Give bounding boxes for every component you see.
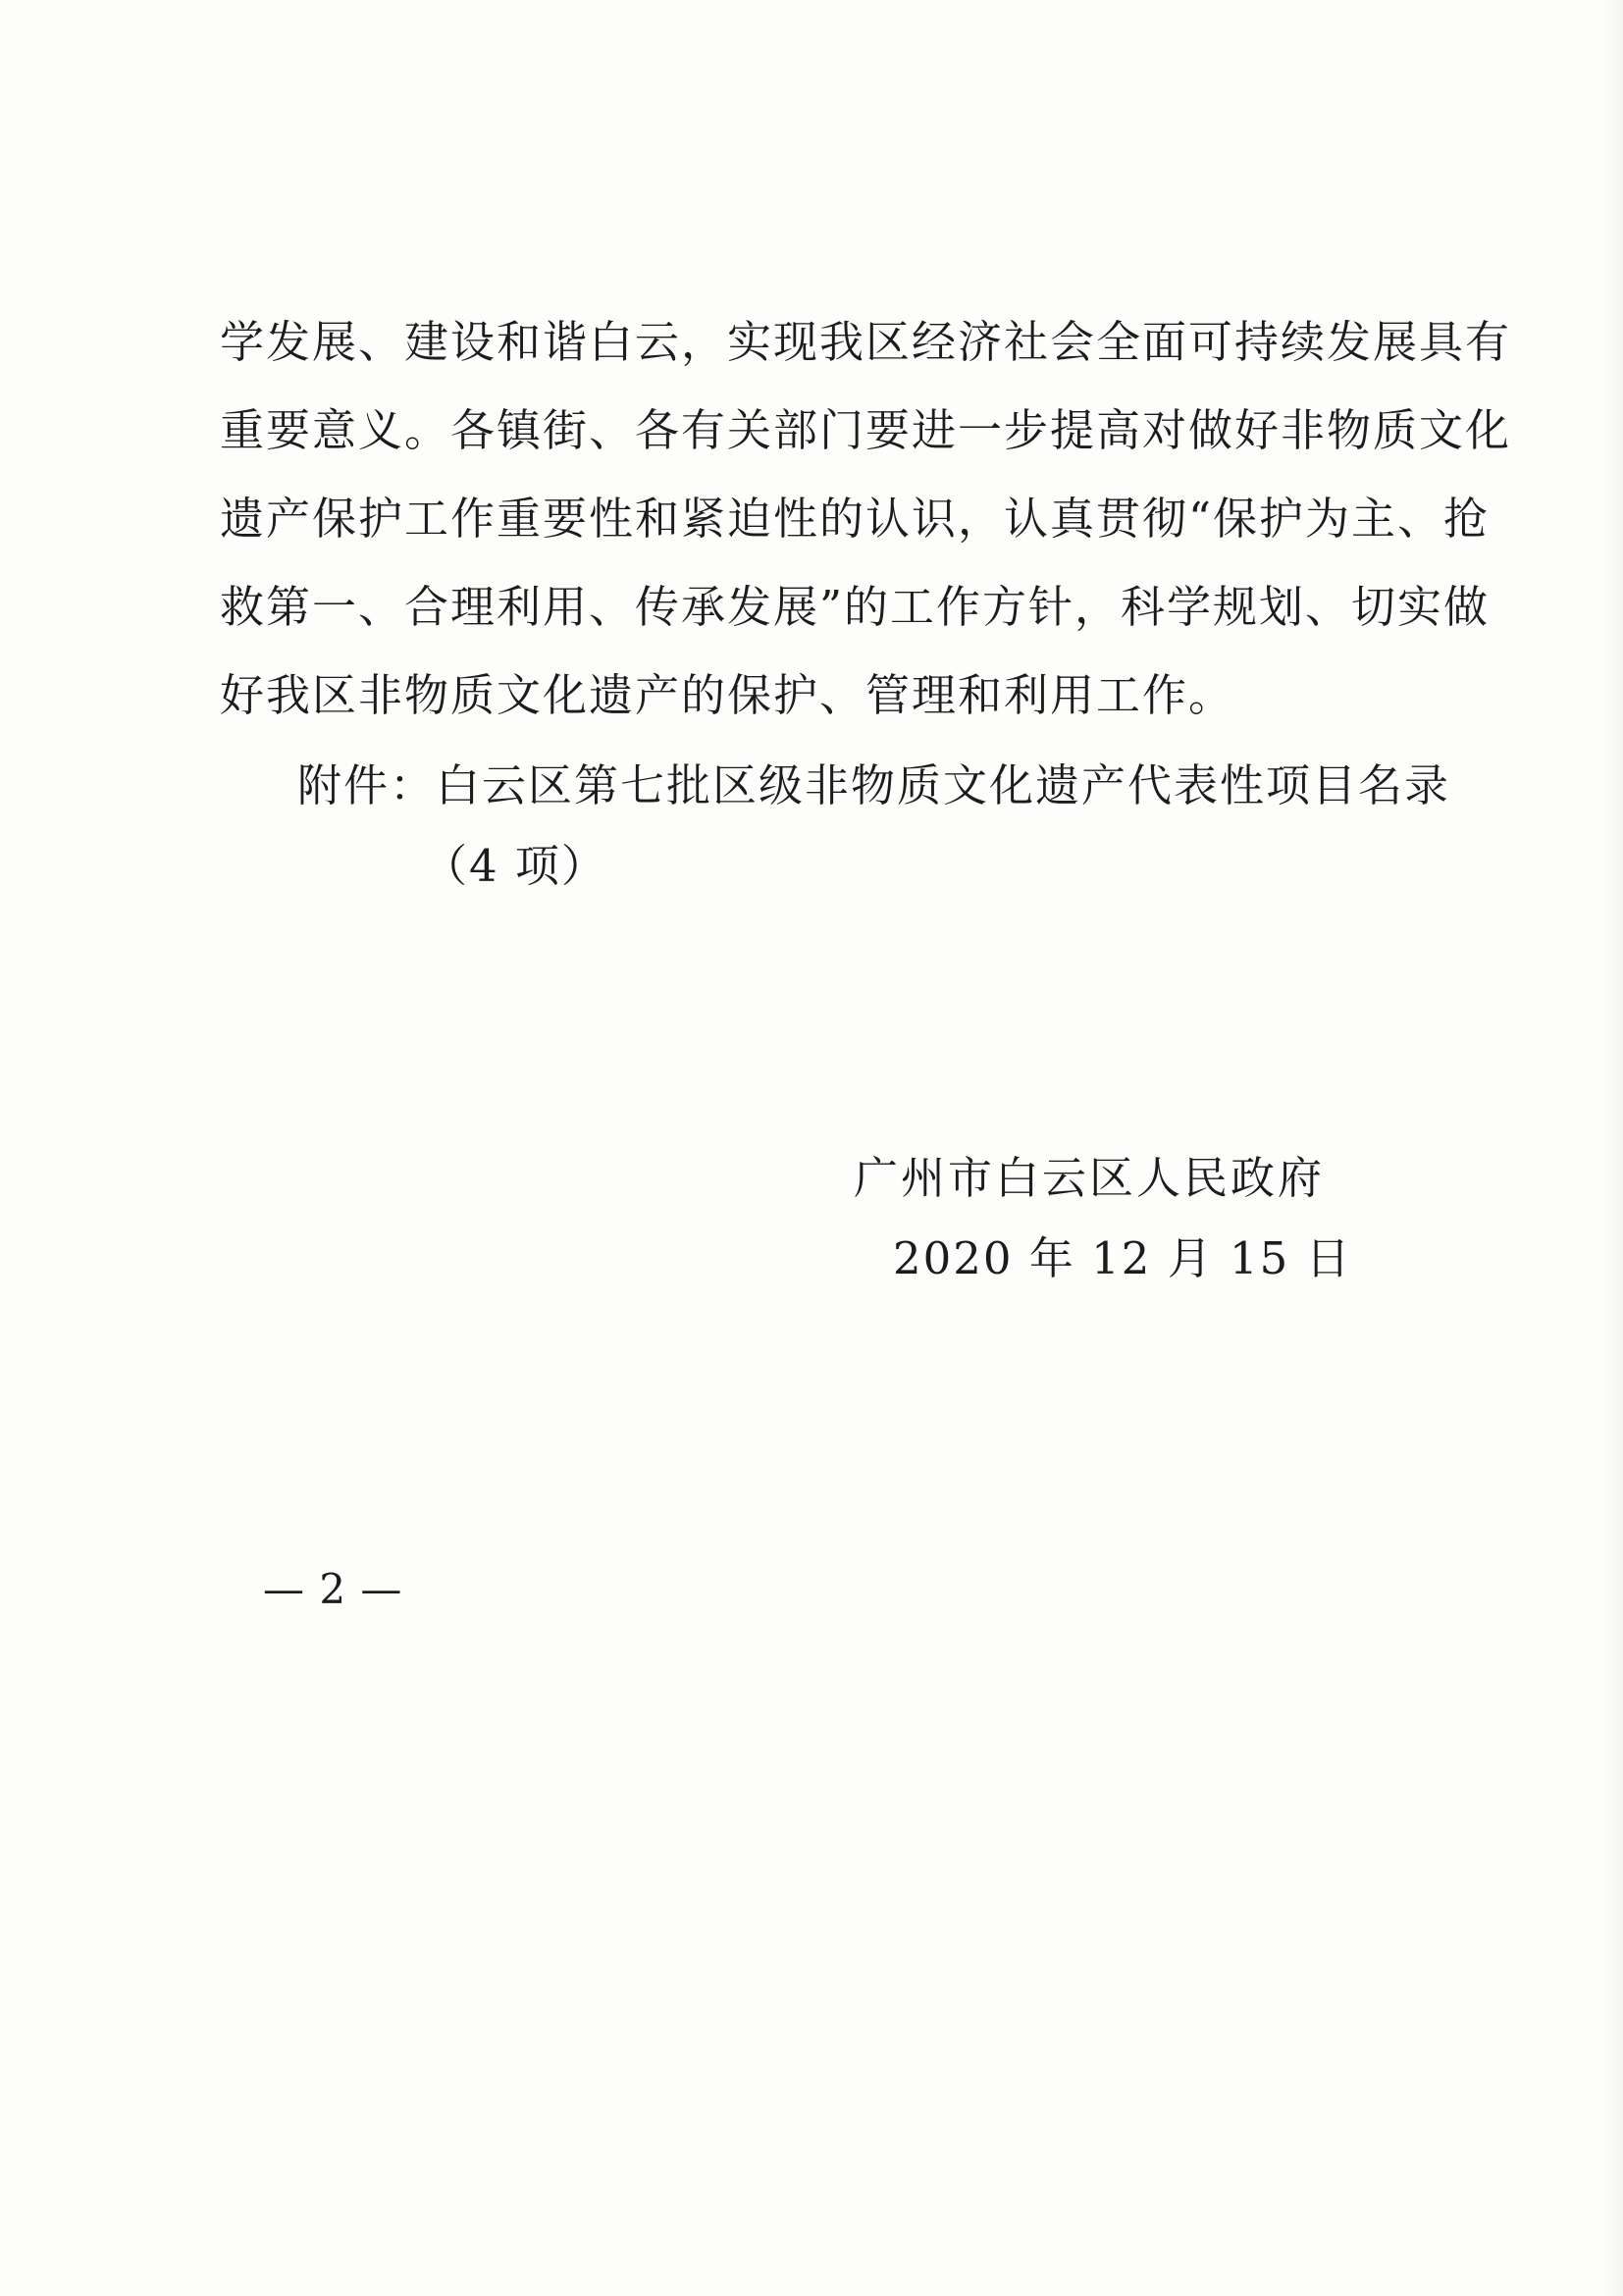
body-line-2: 重要意义。各镇街、各有关部门要进一步提高对做好非物质文化 xyxy=(220,404,1512,456)
issuing-organization: 广州市白云区人民政府 xyxy=(854,1152,1326,1204)
body-line-4: 救第一、合理利用、传承发展”的工作方针，科学规划、切实做 xyxy=(220,581,1491,633)
page-number: — 2 — xyxy=(263,1565,403,1613)
body-line-5: 好我区非物质文化遗产的保护、管理和利用工作。 xyxy=(220,669,1235,721)
attachment-note xyxy=(297,746,1451,907)
signature-block xyxy=(854,1138,1352,1299)
attachment-line-2: （4 项） xyxy=(423,840,607,892)
scan-edge-shadow xyxy=(1601,0,1623,2296)
body-paragraph xyxy=(220,298,1512,740)
attachment-line-1: 附件：白云区第七批区级非物质文化遗产代表性项目名录 xyxy=(297,759,1451,811)
body-line-1: 学发展、建设和谐白云，实现我区经济社会全面可持续发展具有 xyxy=(220,316,1512,368)
body-line-3: 遗产保护工作重要性和紧迫性的认识，认真贯彻“保护为主、抢 xyxy=(220,493,1491,545)
issue-date: 2020 年 12 月 15 日 xyxy=(893,1232,1352,1284)
